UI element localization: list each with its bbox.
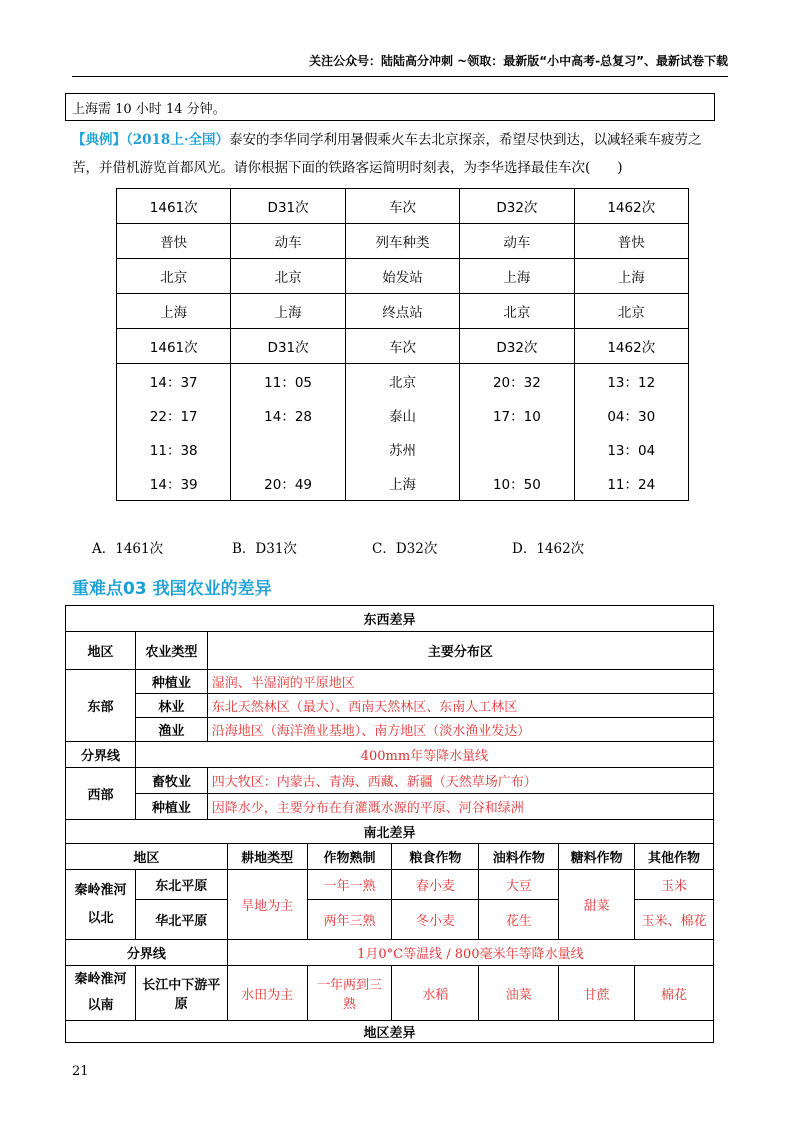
timetable-cell: 北京: [345, 364, 459, 399]
timetable-header-row: [117, 259, 689, 294]
timetable-time-row: [117, 398, 689, 432]
north-plain-2: 华北平原: [135, 900, 227, 940]
west-type-2: 种植业: [135, 794, 207, 820]
east-region: 东部: [66, 670, 136, 742]
timetable-header-row: [117, 294, 689, 329]
north-cycle-2: 两年三熟: [307, 900, 392, 940]
col-type: 农业类型: [135, 632, 207, 670]
boundary1-label: 分界线: [66, 742, 136, 768]
west-region: 西部: [66, 768, 136, 820]
north-other-1: 玉米: [635, 870, 714, 900]
timetable-cell: D31次: [231, 329, 345, 364]
timetable-cell: 北京: [460, 294, 574, 329]
timetable-cell: 17：10: [460, 398, 574, 432]
header-divider: [72, 76, 728, 77]
north-grain-2: 冬小麦: [392, 900, 479, 940]
timetable-cell: 上海: [231, 294, 345, 329]
south-region: 秦岭淮河以南: [66, 966, 136, 1021]
ns-header-grain: 粮食作物: [392, 844, 479, 870]
option-d[interactable]: D．1462次: [512, 541, 585, 557]
east-type-2: 林业: [135, 694, 207, 718]
ns-header-oil: 油料作物: [479, 844, 559, 870]
ns-header-other: 其他作物: [635, 844, 714, 870]
timetable-cell: 14：28: [231, 398, 345, 432]
example-source: （2018上·全国）: [126, 132, 230, 148]
ns-header-cycle: 作物熟制: [307, 844, 392, 870]
south-cycle: 一年两到三熟: [307, 966, 392, 1021]
example-text: 泰安的李华同学利用暑假乘火车去北京探亲，希望尽快到达，以减轻乘车疲劳之苦，并借机游览首都风光。请你根据下面的铁路客运简明时刻表，为李华选择最佳车次( ): [72, 132, 702, 176]
page-number: 21: [72, 1064, 89, 1079]
timetable-cell: 上海: [345, 466, 459, 501]
south-land: 水田为主: [227, 966, 307, 1021]
timetable-cell: 11：38: [117, 432, 231, 466]
north-other-2: 玉米、棉花: [635, 900, 714, 940]
timetable-cell: 10：50: [460, 466, 574, 501]
timetable-cell: 车次: [345, 329, 459, 364]
north-south-title: 南北差异: [66, 820, 714, 844]
ns-header-land: 耕地类型: [227, 844, 307, 870]
timetable-cell: 始发站: [345, 259, 459, 294]
timetable-cell: 上海: [117, 294, 231, 329]
timetable-cell: 22：17: [117, 398, 231, 432]
timetable-cell: 泰山: [345, 398, 459, 432]
timetable-cell: 14：39: [117, 466, 231, 501]
boundary1-value: 400mm年等降水量线: [135, 742, 713, 768]
agriculture-differences-table: [65, 605, 714, 1043]
timetable-cell: 上海: [574, 259, 688, 294]
south-oil: 油菜: [479, 966, 559, 1021]
timetable-cell: 11：24: [574, 466, 688, 501]
timetable-header-row: [117, 224, 689, 259]
timetable-cell: 20：32: [460, 364, 574, 399]
timetable-cell: 04：30: [574, 398, 688, 432]
timetable-cell: 北京: [231, 259, 345, 294]
east-area-3: 沿海地区（海洋渔业基地）、南方地区（淡水渔业发达）: [207, 718, 713, 742]
timetable-cell: 13：12: [574, 364, 688, 399]
south-plain: 长江中下游平原: [135, 966, 227, 1021]
north-oil-2: 花生: [479, 900, 559, 940]
timetable-cell: D32次: [460, 189, 574, 224]
timetable-cell: [460, 432, 574, 466]
example-question: [72, 126, 722, 182]
north-oil-1: 大豆: [479, 870, 559, 900]
east-west-title: 东西差异: [66, 606, 714, 632]
option-c[interactable]: C．D32次: [372, 541, 438, 557]
timetable-cell: 1461次: [117, 189, 231, 224]
col-region: 地区: [66, 632, 136, 670]
timetable-cell: 1462次: [574, 329, 688, 364]
north-region: 秦岭淮河以北: [66, 870, 136, 940]
col-area: 主要分布区: [207, 632, 713, 670]
boundary2-label: 分界线: [66, 940, 228, 966]
option-a[interactable]: A．1461次: [92, 541, 164, 557]
timetable-header-row: [117, 329, 689, 364]
timetable-cell: 苏州: [345, 432, 459, 466]
timetable-cell: 动车: [231, 224, 345, 259]
timetable-cell: 车次: [345, 189, 459, 224]
timetable-cell: D31次: [231, 189, 345, 224]
previous-answer-text: 上海需 10 小时 14 分钟。: [72, 102, 226, 117]
timetable-cell: 11：05: [231, 364, 345, 399]
east-area-1: 湿润、半湿润的平原地区: [207, 670, 713, 694]
timetable-cell: 14：37: [117, 364, 231, 399]
previous-answer-box: [65, 93, 715, 121]
timetable-cell: 北京: [117, 259, 231, 294]
timetable-cell: 1462次: [574, 189, 688, 224]
east-type-3: 渔业: [135, 718, 207, 742]
timetable-time-row: [117, 466, 689, 501]
north-cycle-1: 一年一熟: [307, 870, 392, 900]
timetable-time-row: [117, 364, 689, 399]
ns-header-region: 地区: [66, 844, 228, 870]
timetable-cell: 普快: [574, 224, 688, 259]
north-sugar: 甜菜: [559, 870, 635, 940]
timetable-cell: [231, 432, 345, 466]
example-tag: 【典例】: [72, 132, 126, 148]
timetable-cell: 20：49: [231, 466, 345, 501]
south-grain: 水稻: [392, 966, 479, 1021]
north-grain-1: 春小麦: [392, 870, 479, 900]
south-other: 棉花: [635, 966, 714, 1021]
west-type-1: 畜牧业: [135, 768, 207, 794]
timetable-cell: 1461次: [117, 329, 231, 364]
railway-timetable: [116, 188, 689, 501]
timetable-cell: D32次: [460, 329, 574, 364]
boundary2-value: 1月0°C等温线 / 800毫米年等降水量线: [227, 940, 713, 966]
south-sugar: 甘蔗: [559, 966, 635, 1021]
timetable-time-row: [117, 432, 689, 466]
timetable-cell: 13：04: [574, 432, 688, 466]
timetable-header-row: [117, 189, 689, 224]
north-land: 旱地为主: [227, 870, 307, 940]
west-area-2: 因降水少，主要分布在有灌溉水源的平原、河谷和绿洲: [207, 794, 713, 820]
east-type-1: 种植业: [135, 670, 207, 694]
timetable-cell: 普快: [117, 224, 231, 259]
regional-title: 地区差异: [66, 1021, 714, 1043]
timetable-cell: 列车种类: [345, 224, 459, 259]
timetable-cell: 动车: [460, 224, 574, 259]
east-area-2: 东北天然林区（最大）、西南天然林区、东南人工林区: [207, 694, 713, 718]
timetable-cell: 终点站: [345, 294, 459, 329]
timetable-cell: 北京: [574, 294, 688, 329]
timetable-cell: 上海: [460, 259, 574, 294]
west-area-1: 四大牧区：内蒙古、青海、西藏、新疆（天然草场广布）: [207, 768, 713, 794]
north-plain-1: 东北平原: [135, 870, 227, 900]
ns-header-sugar: 糖料作物: [559, 844, 635, 870]
page-header: 关注公众号：陆陆高分冲刺 ~领取：最新版“小中高考-总复习”、最新试卷下载: [309, 54, 728, 68]
section-title: 重难点03 我国农业的差异: [72, 579, 272, 599]
option-b[interactable]: B．D31次: [232, 541, 297, 557]
